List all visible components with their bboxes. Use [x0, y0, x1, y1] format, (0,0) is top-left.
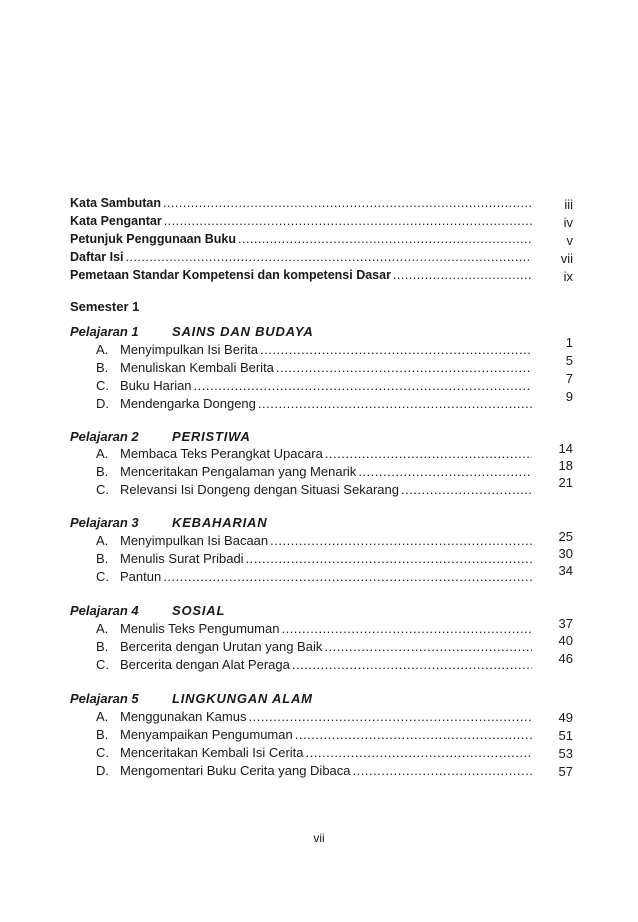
item-letter: C.: [96, 657, 109, 672]
item-page: 53: [558, 746, 573, 761]
toc-entry-page: v: [566, 233, 573, 248]
item-text: Menyampaikan Pengumuman: [120, 727, 293, 742]
dot-leader: [258, 396, 532, 411]
toc-entry-petunjuk[interactable]: [70, 232, 532, 250]
dot-leader: [292, 657, 532, 672]
toc-entry-page: ix: [563, 269, 573, 284]
lesson-item[interactable]: [96, 446, 532, 464]
dot-leader: [270, 533, 532, 548]
dot-leader: [324, 639, 532, 654]
toc-entry-page: iv: [563, 215, 573, 230]
toc-entry-kata-pengantar[interactable]: [70, 214, 532, 232]
lesson-item[interactable]: [96, 745, 532, 763]
lesson-item[interactable]: [96, 569, 532, 587]
item-page: 40: [558, 633, 573, 648]
lesson-item[interactable]: [96, 464, 532, 482]
item-page: 21: [558, 475, 573, 490]
lesson-item[interactable]: [96, 533, 532, 551]
item-text: Menceritakan Kembali Isi Cerita: [120, 745, 304, 760]
item-letter: A.: [96, 446, 109, 461]
lesson-item[interactable]: [96, 639, 532, 657]
item-text: Buku Harian: [120, 378, 192, 393]
lesson-item[interactable]: [96, 378, 532, 396]
item-letter: A.: [96, 709, 109, 724]
item-letter: B.: [96, 551, 109, 566]
item-page: 7: [565, 371, 573, 386]
toc-entry-label: Pemetaan Standar Kompetensi dan kompetensi Dasar: [70, 268, 391, 282]
lesson-number: Pelajaran 3: [70, 515, 139, 530]
item-page: 34: [558, 563, 573, 578]
dot-leader: [246, 551, 532, 566]
dot-leader: [325, 446, 532, 461]
dot-leader: [164, 214, 532, 228]
item-letter: A.: [96, 533, 109, 548]
item-letter: C.: [96, 569, 109, 584]
toc-entry-daftar-isi[interactable]: [70, 250, 532, 268]
dot-leader: [163, 196, 532, 210]
lesson-item[interactable]: [96, 763, 532, 781]
item-page: 49: [558, 710, 573, 725]
item-page: 1: [565, 335, 573, 350]
item-letter: C.: [96, 482, 109, 497]
item-letter: A.: [96, 621, 109, 636]
item-letter: A.: [96, 342, 109, 357]
item-page: 46: [558, 651, 573, 666]
toc-entry-label: Daftar Isi: [70, 250, 124, 264]
lesson-number: Pelajaran 5: [70, 691, 139, 706]
dot-leader: [238, 232, 532, 246]
dot-leader: [306, 745, 532, 760]
item-text: Menyimpulkan Isi Bacaan: [120, 533, 269, 548]
item-page: 25: [558, 529, 573, 544]
lesson-item[interactable]: [96, 396, 532, 414]
lesson-title: PERISTIWA: [172, 429, 251, 444]
item-letter: D.: [96, 396, 109, 411]
lesson-heading[interactable]: [70, 324, 314, 342]
item-page: 57: [558, 764, 573, 779]
lesson-number: Pelajaran 4: [70, 603, 139, 618]
item-letter: B.: [96, 639, 109, 654]
lesson-title: LINGKUNGAN ALAM: [172, 691, 313, 706]
item-text: Menulis Surat Pribadi: [120, 551, 244, 566]
item-text: Menceritakan Pengalaman yang Menarik: [120, 464, 357, 479]
item-text: Bercerita dengan Alat Peraga: [120, 657, 290, 672]
toc-entry-pemetaan[interactable]: [70, 268, 532, 286]
lesson-item[interactable]: [96, 360, 532, 378]
dot-leader: [393, 268, 532, 282]
dot-leader: [260, 342, 532, 357]
toc-entry-label: Kata Pengantar: [70, 214, 162, 228]
dot-leader: [276, 360, 532, 375]
item-text: Menulis Teks Pengumuman: [120, 621, 280, 636]
lesson-item[interactable]: [96, 621, 532, 639]
toc-entry-page: vii: [560, 251, 573, 266]
dot-leader: [194, 378, 532, 393]
item-page: 5: [565, 353, 573, 368]
dot-leader: [353, 763, 532, 778]
item-page: 9: [565, 389, 573, 404]
item-text: Menyimpulkan Isi Berita: [120, 342, 258, 357]
lesson-heading[interactable]: [70, 603, 225, 621]
item-page: 18: [558, 458, 573, 473]
toc-entry-kata-sambutan[interactable]: [70, 196, 532, 214]
lesson-item[interactable]: [96, 709, 532, 727]
lesson-item[interactable]: [96, 657, 532, 675]
item-page: 14: [558, 441, 573, 456]
dot-leader: [358, 464, 532, 479]
item-letter: C.: [96, 745, 109, 760]
item-text: Membaca Teks Perangkat Upacara: [120, 446, 323, 461]
lesson-number: Pelajaran 1: [70, 324, 139, 339]
lesson-heading[interactable]: [70, 515, 267, 533]
dot-leader: [163, 569, 532, 584]
item-text: Bercerita dengan Urutan yang Baik: [120, 639, 323, 654]
lesson-item[interactable]: [96, 551, 532, 569]
lesson-heading[interactable]: [70, 429, 251, 447]
dot-leader: [295, 727, 532, 742]
item-page: 30: [558, 546, 573, 561]
item-text: Pantun: [120, 569, 162, 584]
lesson-title: SOSIAL: [172, 603, 226, 618]
lesson-item[interactable]: [96, 482, 532, 500]
item-text: Menuliskan Kembali Berita: [120, 360, 274, 375]
item-page: 37: [558, 616, 573, 631]
toc-entry-label: Petunjuk Penggunaan Buku: [70, 232, 236, 246]
dot-leader: [248, 709, 532, 724]
dot-leader: [126, 250, 533, 264]
toc-entry-page: iii: [564, 197, 573, 212]
item-text: Relevansi Isi Dongeng dengan Situasi Sekarang: [120, 482, 399, 497]
lesson-number: Pelajaran 2: [70, 429, 139, 444]
dot-leader: [401, 482, 532, 497]
lesson-title: KEBAHARIAN: [172, 515, 268, 530]
item-text: Mendengarka Dongeng: [120, 396, 256, 411]
toc-entry-label: Kata Sambutan: [70, 196, 161, 210]
item-letter: C.: [96, 378, 109, 393]
page-number: vii: [313, 831, 325, 845]
semester-heading: Semester 1: [70, 299, 140, 314]
lesson-item[interactable]: [96, 727, 532, 745]
lesson-heading[interactable]: [70, 691, 313, 709]
item-page: 51: [558, 728, 573, 743]
item-text: Mengomentari Buku Cerita yang Dibaca: [120, 763, 351, 778]
item-letter: D.: [96, 763, 109, 778]
item-letter: B.: [96, 464, 109, 479]
item-letter: B.: [96, 360, 109, 375]
item-text: Menggunakan Kamus: [120, 709, 247, 724]
lesson-item[interactable]: [96, 342, 532, 360]
item-letter: B.: [96, 727, 109, 742]
dot-leader: [281, 621, 532, 636]
lesson-title: SAINS DAN BUDAYA: [172, 324, 314, 339]
